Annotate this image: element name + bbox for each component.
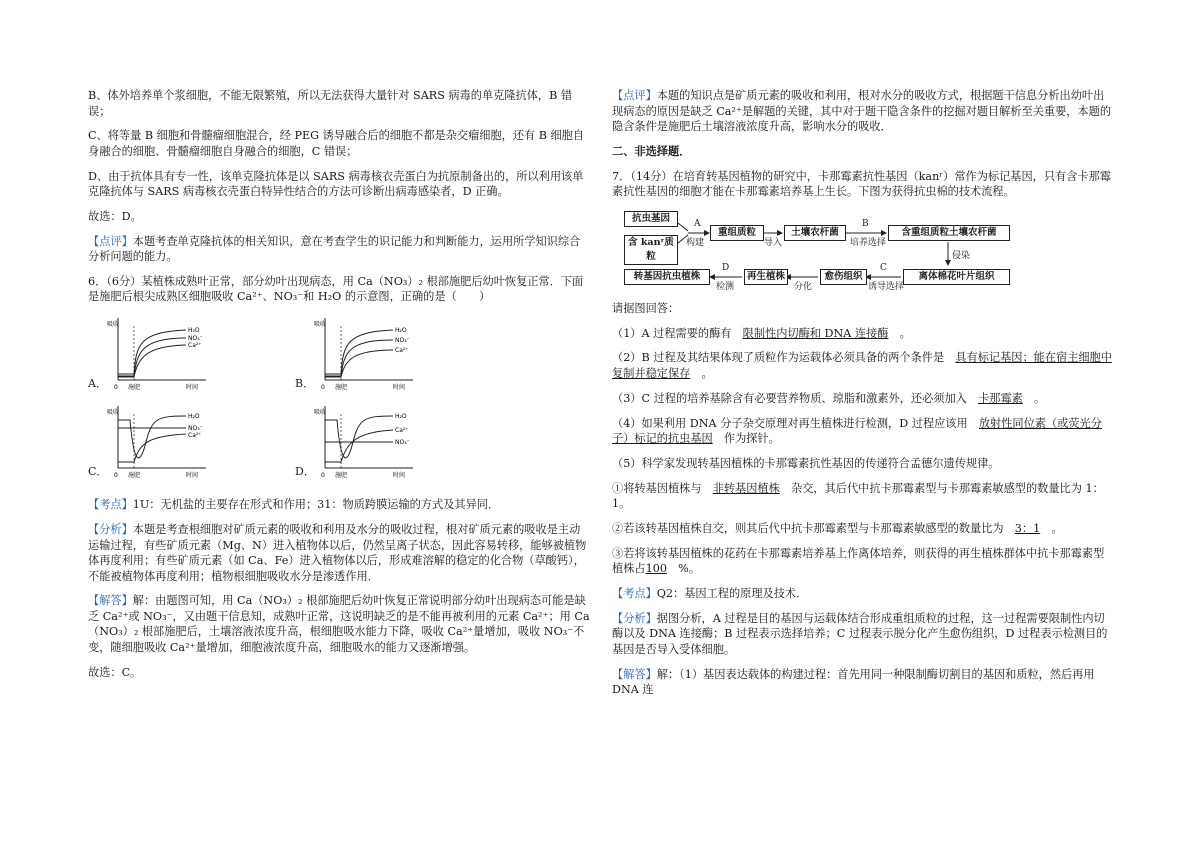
svg-text:时间: 时间 (393, 384, 406, 392)
flow-box-gene: 抗虫基因 (624, 211, 678, 227)
answer-7-5: （5）科学家发现转基因植株的卡那霉素抗性基因的传递符合孟德尔遗传规律。 (612, 456, 1000, 470)
svg-text:Ca²⁺: Ca²⁺ (395, 347, 409, 355)
svg-text:施肥: 施肥 (128, 472, 141, 480)
solution-6: 【解答】解：由题图可知，用 Ca（NO₃）₂ 根部施肥后幼叶恢复正常说明部分幼叶出现病态可能是缺乏 Ca²⁺或 NO₃⁻，又由题干信息知，成熟叶正常，这说明缺乏的是不能再被利用的元素 Ca²⁺；用 Ca（NO₃）₂ 根部施肥后，土壤溶液浓度升高，根细胞吸水能力下降，吸收 Ca²⁺量增加，吸收 NO₃⁻不变，随细胞吸收 Ca²⁺量增加，细胞液浓度升高，细胞吸水的能力又逐渐增强。 (88, 594, 590, 654)
answer-line: 故选：D。 (88, 209, 142, 223)
svg-text:NO₃⁻: NO₃⁻ (395, 337, 410, 345)
chart-a (88, 314, 248, 394)
chart-b-svg (313, 314, 423, 392)
flow-box-plasmid: 含 kanʳ质粒 (624, 235, 678, 265)
chart-c-letter: C． (88, 465, 108, 479)
key-points-6: 【考点】1U：无机盐的主要存在形式和作用；31：物质跨膜运输的方式及其异同． (88, 498, 500, 512)
svg-text:施肥: 施肥 (335, 472, 348, 480)
svg-text:吸收: 吸收 (107, 409, 120, 417)
answer-7-4: （4）如果利用 DNA 分子杂交原理对再生植株进行检测，D 过程应该用 放射性同位素（或荧光分子）标记的抗虫基因 作为探针。 (612, 416, 1102, 446)
svg-text:Ca²⁺: Ca²⁺ (188, 342, 202, 350)
comment-6: 【点评】本题的知识点是矿质元素的吸收和利用，根对水分的吸收方式，根据题干信息分析出幼叶出现病态的原因是缺乏 Ca²⁺是解题的关键，其中对于题干隐含条件的挖掘对题目解析至关重要，本题的隐含条件是施肥后土壤溶液浓度升高，影响水分的吸收． (612, 89, 1112, 133)
section-heading: 二、非选择题． (612, 143, 691, 158)
svg-text:吸收: 吸收 (314, 321, 327, 329)
svg-text:H₂O: H₂O (395, 413, 407, 421)
svg-text:时间: 时间 (186, 384, 199, 392)
key-points-7: 【考点】Q2：基因工程的原理及技术． (612, 587, 808, 601)
answer-charts (88, 314, 590, 489)
answer-7-2: （2）B 过程及其结果体现了质粒作为运载体必须具备的两个条件是 具有标记基因；能在宿主细胞中复制并稳定保存 。 (612, 351, 1112, 380)
option-c-explanation: C、将等量 B 细胞和骨髓瘤细胞混合，经 PEG 诱导融合后的细胞不都是杂交瘤细胞，还有 B 细胞自身融合的细胞、骨髓瘤细胞自身融合的细胞，C 错误； (88, 129, 585, 158)
option-b-explanation: B、体外培养单个浆细胞，不能无限繁殖，所以无法获得大量针对 SARS 病毒的单克隆抗体，B 错误； (88, 89, 573, 118)
svg-text:NO₃⁻: NO₃⁻ (188, 335, 203, 343)
chart-d-svg (313, 402, 423, 480)
question-6: 6．（6分）某植株成熟叶正常，部分幼叶出现病态，用 Ca（NO₃）₂ 根部施肥后幼叶恢复正常．下面是施肥后根尖成熟区细胞吸收 Ca²⁺、NO₃⁻和 H₂O 的示意图，正确的是（ ） (88, 274, 584, 304)
flow-box-regenerated: 再生植株 (744, 269, 788, 285)
chart-a-svg (106, 314, 216, 392)
svg-text:NO₃⁻: NO₃⁻ (188, 425, 203, 433)
question-7: 7．（14分）在培育转基因植物的研究中，卡那霉素抗性基因（kanʳ）常作为标记基因，只有含卡那霉素抗性基因的细胞才能在卡那霉素培养基上生长。下图为获得抗虫棉的技术流程。 (612, 169, 1111, 199)
chart-b (295, 314, 455, 394)
svg-text:Ca²⁺: Ca²⁺ (395, 427, 409, 435)
comment-text: 本题考查单克隆抗体的相关知识，意在考查学生的识记能力和判断能力，运用所学知识综合分析问题的能力。 (88, 234, 581, 264)
flow-box-recombinant: 重组质粒 (710, 225, 764, 241)
flow-diagram: 抗虫基因 含 kanʳ质粒 重组质粒 土壤农杆菌 含重组质粒土壤农杆菌 离体棉花叶片组织 愈伤组织 再生植株 转基因抗虫植株 A 构建 导入 B 培养选择 侵染 C 诱导选择 分化 D 检测 (622, 209, 1022, 291)
chart-d (295, 402, 455, 482)
chart-a-ylabel: 吸收 (107, 321, 120, 329)
svg-text:吸收: 吸收 (314, 409, 327, 417)
svg-text:施肥: 施肥 (128, 384, 141, 392)
svg-text:NO₃⁻: NO₃⁻ (395, 439, 410, 447)
flow-box-agrobacterium: 土壤农杆菌 (784, 225, 846, 241)
flow-box-recombinant-agro: 含重组质粒土壤农杆菌 (888, 225, 1010, 241)
svg-text:H₂O: H₂O (188, 327, 200, 335)
comment-tag: 【点评】 (88, 234, 133, 248)
answer-7-5-1: ①将转基因植株与 非转基因植株 杂交，其后代中抗卡那霉素型与卡那霉素敏感型的数量比为 1：1。 (612, 481, 1104, 511)
answer-7-5-3: ③若将该转基因植株的花药在卡那霉素培养基上作离体培养，则获得的再生植株群体中抗卡那霉素型植株占100 %。 (612, 546, 1105, 576)
answer-7-3: （3）C 过程的培养基除含有必要营养物质、琼脂和激素外，还必须加入 卡那霉素 。 (612, 391, 1046, 405)
chart-a-letter: A． (88, 377, 107, 391)
chart-c (88, 402, 248, 482)
answer-6: 故选：C。 (88, 665, 142, 679)
svg-text:施肥: 施肥 (335, 384, 348, 392)
svg-text:时间: 时间 (393, 472, 406, 480)
answer-7-1: （1）A 过程需要的酶有 限制性内切酶和 DNA 连接酶 。 (612, 326, 911, 340)
flow-box-callus: 愈伤组织 (820, 269, 867, 285)
solution-7: 【解答】解：（1）基因表达载体的构建过程：首先用同一种限制酶切割目的基因和质粒，然后再用 DNA 连 (612, 667, 1095, 697)
chart-b-letter: B． (295, 377, 315, 391)
svg-text:0: 0 (321, 472, 325, 480)
analysis-6: 【分析】本题是考查根细胞对矿质元素的吸收和利用及水分的吸收过程，根对矿质元素的吸收是主动运输过程，有些矿质元素（Mg、N）进入植物体以后，仍然呈离子状态，因此容易转移，能够被植物体再度利用；有些矿质元素（如 Ca、Fe）进入植物体以后，形成难溶解的稳定的化合物（草酸钙），不能被植物体再度利用；植物根细胞吸收水分是渗透作用． (88, 523, 587, 583)
flow-box-transgenic: 转基因抗虫植株 (624, 269, 710, 285)
svg-text:时间: 时间 (186, 472, 199, 480)
flow-box-leaf-tissue: 离体棉花叶片组织 (903, 269, 1010, 285)
chart-d-letter: D． (295, 465, 315, 479)
svg-text:0: 0 (321, 384, 325, 392)
chart-c-svg (106, 402, 216, 480)
svg-text:H₂O: H₂O (395, 327, 407, 335)
answer-7-5-2: ②若该转基因植株自交，则其后代中抗卡那霉素型与卡那霉素敏感型的数量比为 3：1 。 (612, 521, 1063, 535)
comment-paragraph (88, 234, 590, 265)
ask-line: 请据图回答： (612, 301, 680, 315)
svg-text:0: 0 (114, 384, 118, 392)
analysis-7: 【分析】据图分析，A 过程是目的基因与运载体结合形成重组质粒的过程，这一过程需要限制性内切酶以及 DNA 连接酶；B 过程表示选择培养；C 过程表示脱分化产生愈伤组织，D 过程表示检测目的基因是否导入受体细胞。 (612, 611, 1108, 656)
option-d-explanation: D、由于抗体具有专一性，该单克隆抗体是以 SARS 病毒核衣壳蛋白为抗原制备出的，所以利用该单克隆抗体与 SARS 病毒核衣壳蛋白特异性结合的方法可诊断出病毒感染者，D 正确。 (88, 169, 584, 199)
right-column (612, 88, 1112, 707)
svg-text:0: 0 (114, 472, 118, 480)
svg-text:Ca²⁺: Ca²⁺ (188, 432, 202, 440)
svg-text:H₂O: H₂O (188, 413, 200, 421)
left-column (88, 88, 590, 689)
